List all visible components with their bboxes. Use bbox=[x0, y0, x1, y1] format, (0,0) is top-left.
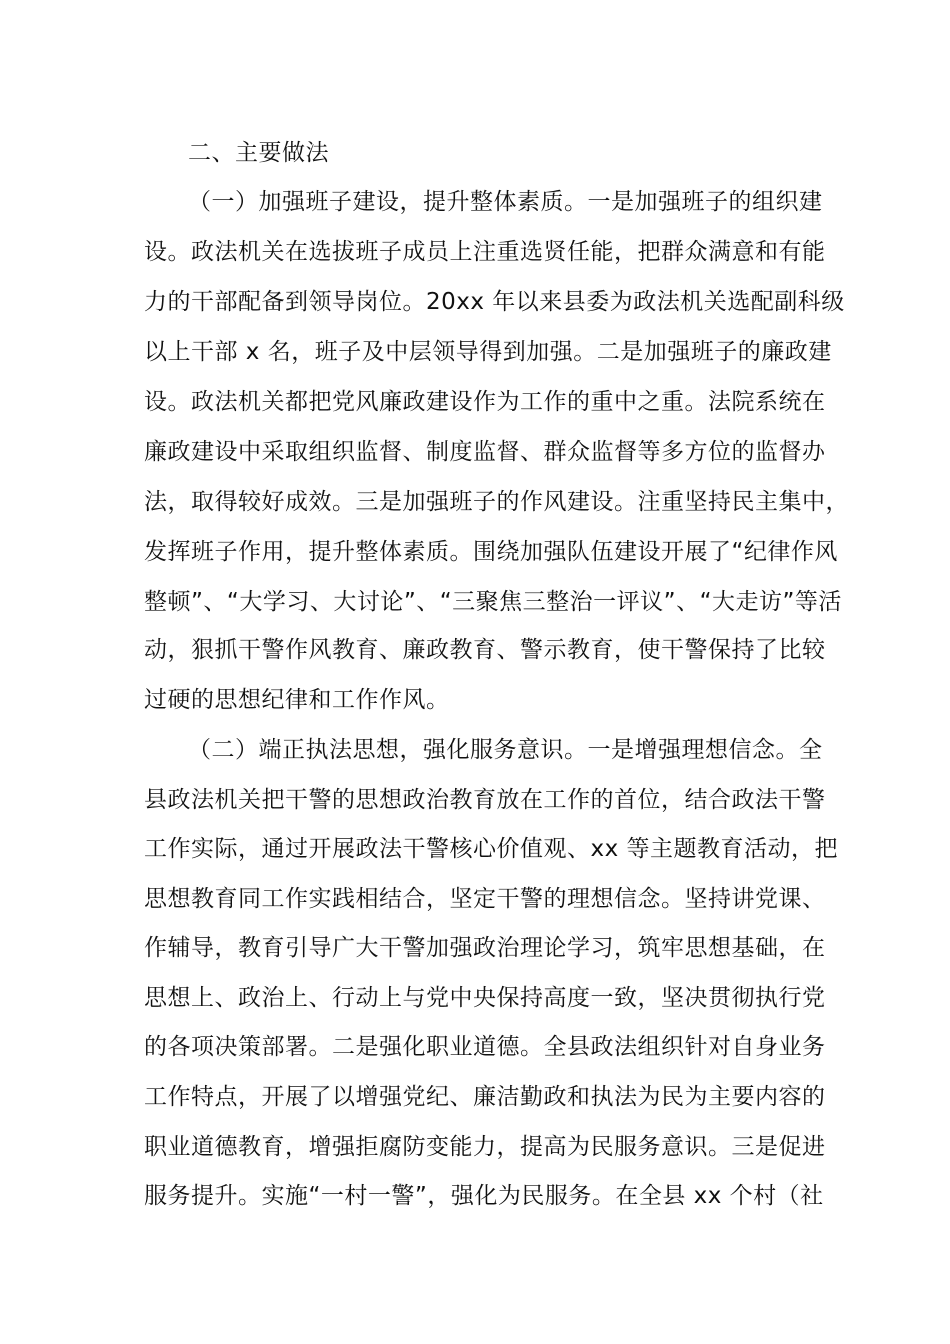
paragraph-2-line-7: 的各项决策部署。二是强化职业道德。全县政法组织针对自身业务 bbox=[144, 1034, 826, 1060]
section-heading: 二、主要做法 bbox=[188, 140, 329, 166]
paragraph-1-line-2: 设。政法机关在选拔班子成员上注重选贤任能，把群众满意和有能 bbox=[144, 239, 826, 265]
paragraph-1-line-11: 过硬的思想纪律和工作作风。 bbox=[144, 687, 450, 713]
paragraph-2-line-10: 服务提升。实施“一村一警”，强化为民服务。在全县 xx 个村（社 bbox=[144, 1183, 824, 1209]
paragraph-1-line-3: 力的干部配备到领导岗位。20xx 年以来县委为政法机关选配副科级 bbox=[144, 289, 845, 315]
paragraph-2-line-5: 作辅导，教育引导广大干警加强政治理论学习，筑牢思想基础，在 bbox=[144, 935, 826, 961]
paragraph-2-line-2: 县政法机关把干警的思想政治教育放在工作的首位，结合政法干警 bbox=[144, 787, 826, 813]
paragraph-2-line-3: 工作实际，通过开展政法干警核心价值观、xx 等主题教育活动，把 bbox=[144, 836, 839, 862]
paragraph-1-line-6: 廉政建设中采取组织监督、制度监督、群众监督等多方位的监督办 bbox=[144, 439, 826, 465]
paragraph-1-line-10: 动，狠抓干警作风教育、廉政教育、警示教育，使干警保持了比较 bbox=[144, 637, 826, 663]
paragraph-1-line-8: 发挥班子作用，提升整体素质。围绕加强队伍建设开展了“纪律作风 bbox=[144, 539, 838, 565]
paragraph-2-line-6: 思想上、政治上、行动上与党中央保持高度一致，坚决贯彻执行党 bbox=[144, 985, 826, 1011]
paragraph-1-line-5: 设。政法机关都把党风廉政建设作为工作的重中之重。法院系统在 bbox=[144, 389, 826, 415]
paragraph-1-line-7: 法，取得较好成效。三是加强班子的作风建设。注重坚持民主集中， bbox=[144, 489, 849, 515]
paragraph-1-line-4: 以上干部 x 名，班子及中层领导得到加强。二是加强班子的廉政建 bbox=[144, 339, 832, 365]
paragraph-2-line-9: 职业道德教育，增强拒腐防变能力，提高为民服务意识。三是促进 bbox=[144, 1134, 826, 1160]
paragraph-2-line-4: 思想教育同工作实践相结合，坚定干警的理想信念。坚持讲党课、 bbox=[144, 886, 826, 912]
paragraph-1-line-9: 整顿”、“大学习、大讨论”、“三聚焦三整治一评议”、“大走访”等活 bbox=[144, 589, 842, 615]
paragraph-2-line-8: 工作特点，开展了以增强党纪、廉洁勤政和执法为民为主要内容的 bbox=[144, 1084, 826, 1110]
paragraph-2-line-1: （二）端正执法思想，强化服务意识。一是增强理想信念。全 bbox=[188, 737, 823, 763]
paragraph-1-line-1: （一）加强班子建设，提升整体素质。一是加强班子的组织建 bbox=[188, 189, 823, 215]
